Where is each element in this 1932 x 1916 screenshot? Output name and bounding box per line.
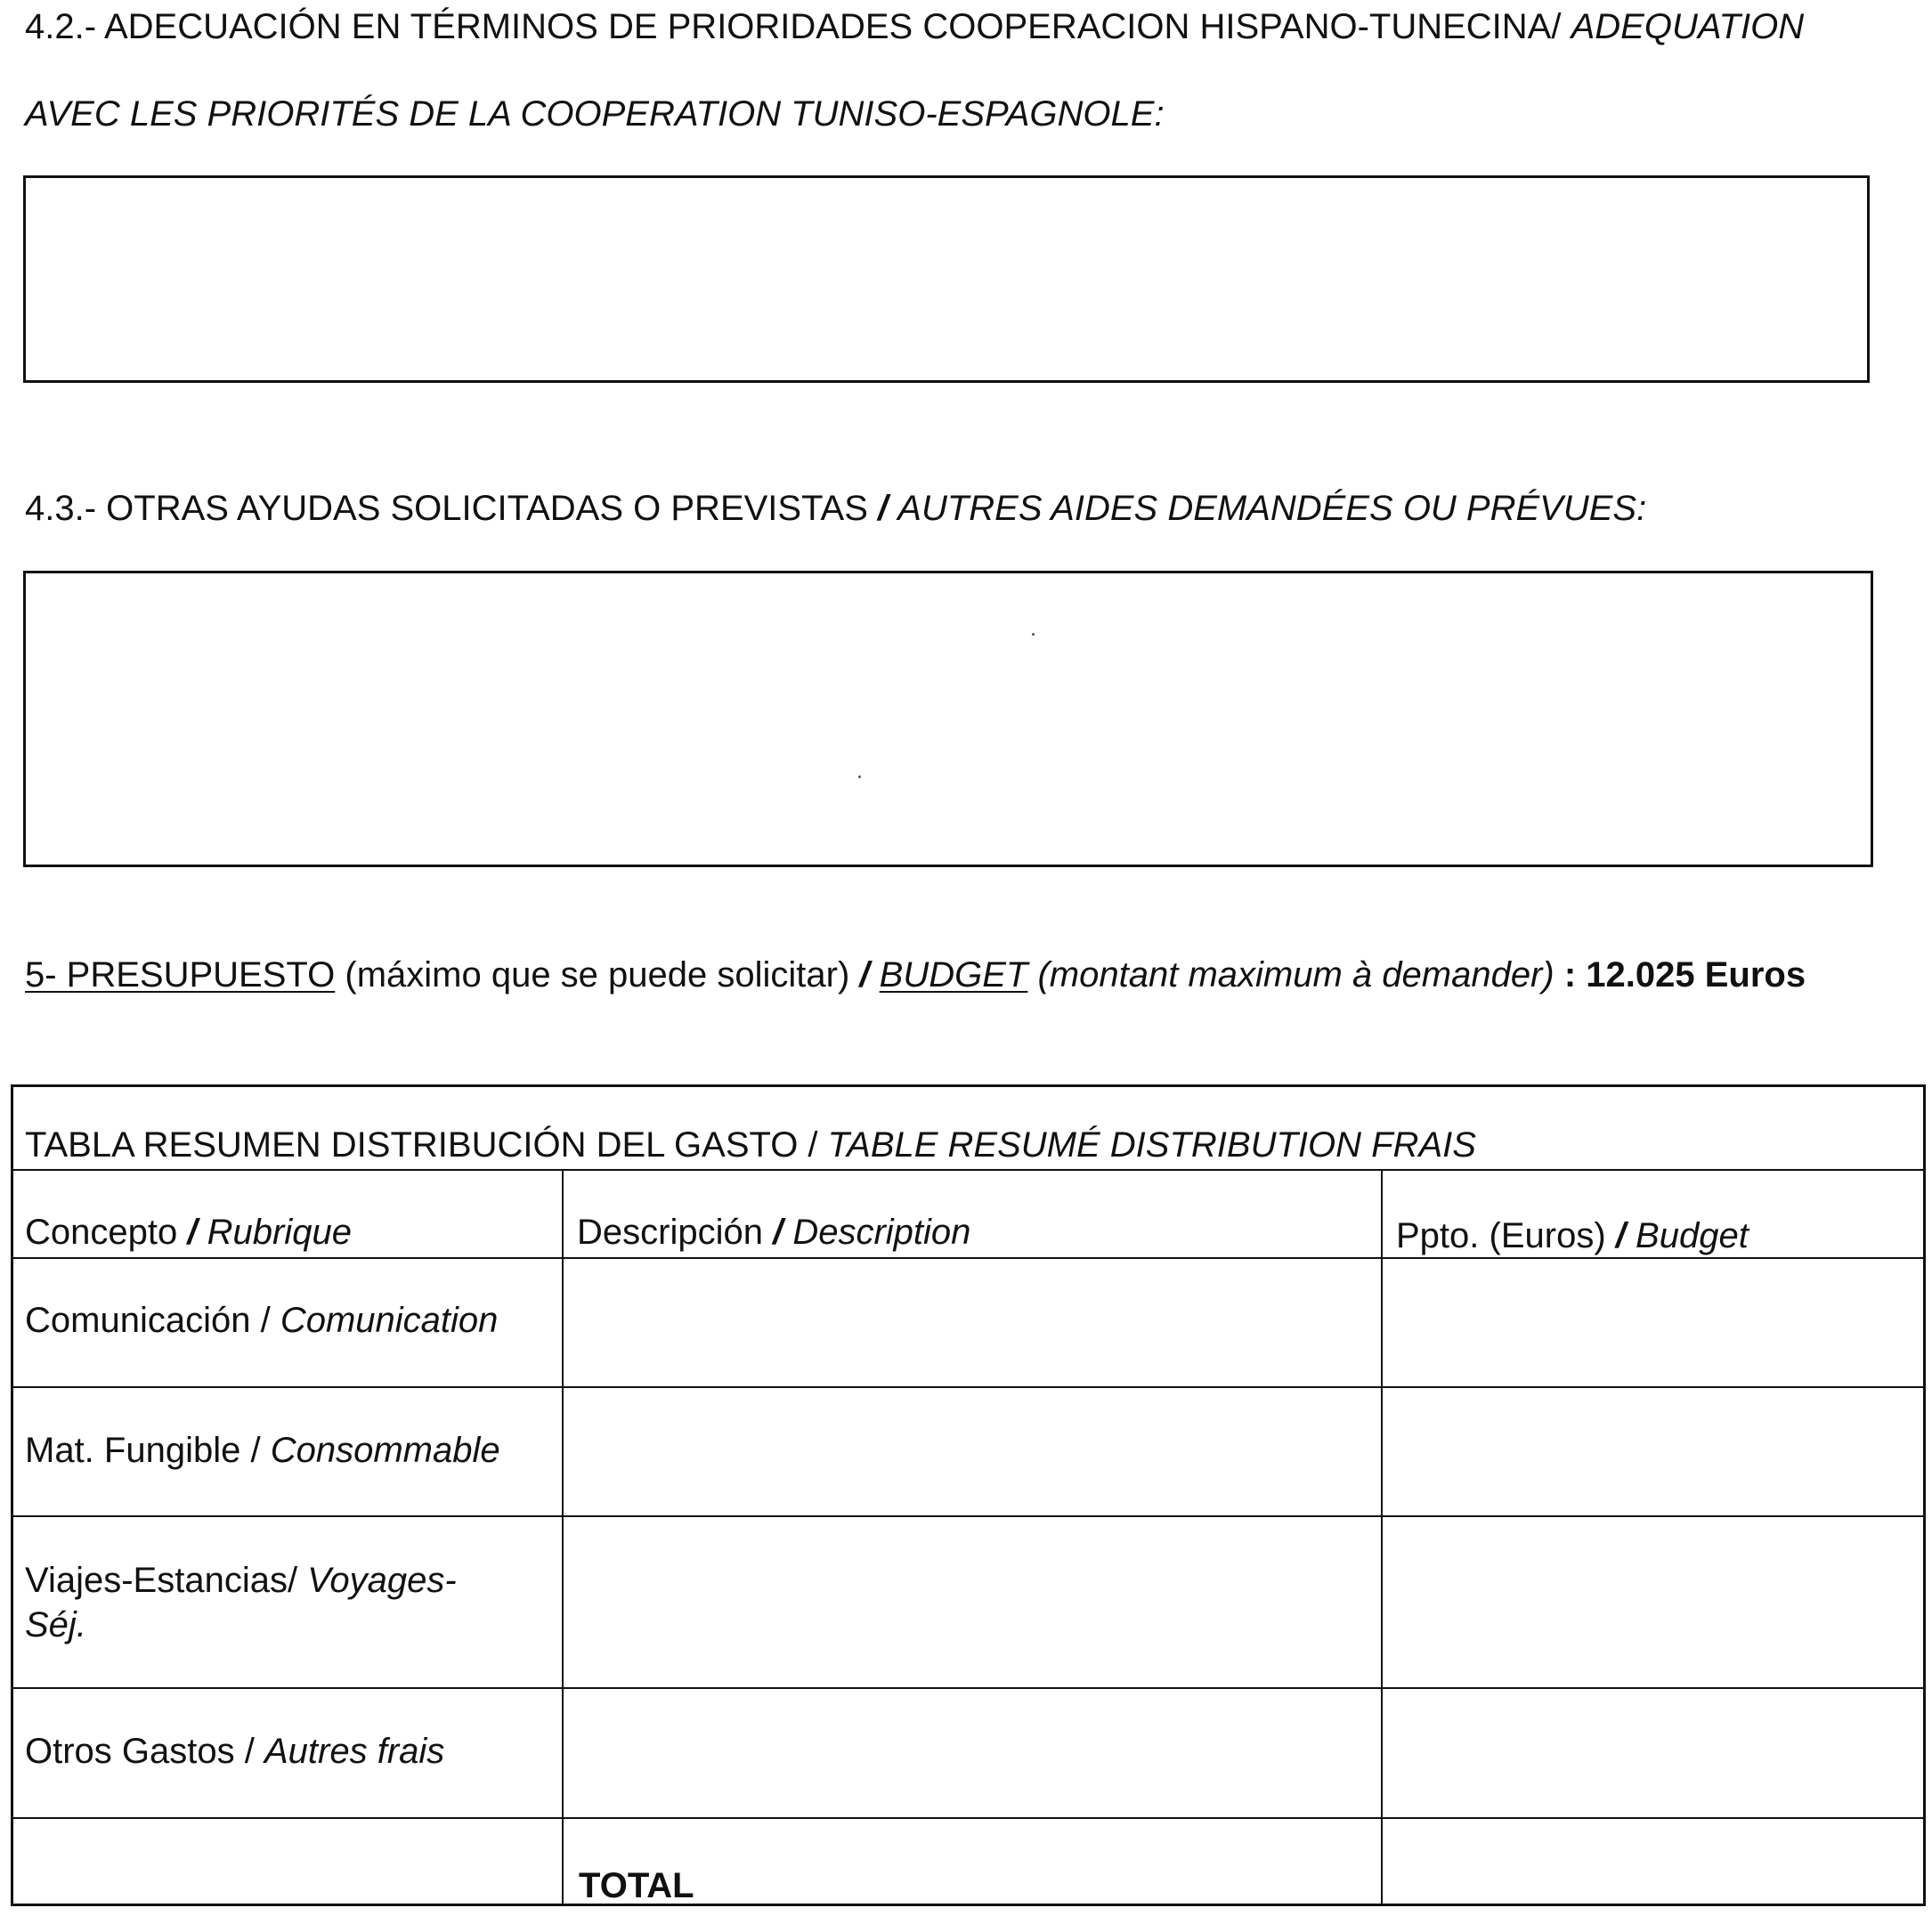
budget-title: 5- PRESUPUESTO <box>25 955 336 995</box>
budget-note-fr: (montant maximum à demander) <box>1037 955 1555 995</box>
scan-speck <box>858 775 861 778</box>
header-separator: / <box>187 1213 198 1252</box>
section-4-3-label-fr: AUTRES AIDES DEMANDÉES OU PRÉVUES: <box>897 489 1647 528</box>
section-4-3-label: 4.3.- OTRAS AYUDAS SOLICITADAS O PREVISTAS <box>25 489 868 528</box>
table-caption <box>25 1124 1476 1166</box>
header-presupuesto-es: Ppto. (Euros) <box>1396 1216 1606 1255</box>
cell-budget-comunicacion[interactable] <box>1384 1260 1922 1385</box>
section-4-3-heading <box>25 487 1646 530</box>
table-caption-fr: TABLE RESUMÉ DISTRIBUTION FRAIS <box>827 1125 1476 1165</box>
header-separator: / <box>1615 1216 1626 1255</box>
cell-budget-viajes[interactable] <box>1384 1518 1922 1686</box>
row-label-otros <box>25 1730 444 1773</box>
table-rule <box>11 1515 1926 1517</box>
row-label-viajes <box>25 1559 457 1602</box>
scan-speck <box>1032 633 1035 636</box>
section-5-heading <box>25 954 1806 996</box>
cell-descripcion-otros[interactable] <box>564 1690 1380 1816</box>
budget-separator: / <box>859 955 870 995</box>
header-concepto-es: Concepto <box>25 1213 178 1252</box>
section-4-2-heading <box>25 5 1804 48</box>
cell-descripcion-fungible[interactable] <box>564 1389 1380 1514</box>
cell-descripcion-viajes[interactable] <box>564 1518 1380 1686</box>
table-rule <box>11 1687 1926 1689</box>
row-label-es: Mat. Fungible / <box>25 1431 261 1470</box>
section-4-2-answer-box[interactable] <box>23 175 1870 383</box>
budget-amount: : 12.025 Euros <box>1563 955 1806 995</box>
section-4-3-separator: / <box>878 489 889 528</box>
header-presupuesto-fr: Budget <box>1636 1216 1749 1255</box>
budget-title-fr: BUDGET <box>879 955 1028 995</box>
table-rule <box>11 1257 1926 1259</box>
header-separator: / <box>773 1213 783 1252</box>
table-rule <box>11 1817 1926 1819</box>
row-label-es: Comunicación / <box>25 1301 271 1340</box>
header-descripcion <box>577 1211 970 1254</box>
row-label-fungible <box>25 1429 500 1472</box>
row-label-viajes-cont: Séj. <box>25 1605 86 1644</box>
row-label-fr: Comunication <box>280 1301 499 1340</box>
header-presupuesto <box>1396 1214 1749 1257</box>
total-label: TOTAL <box>579 1866 694 1905</box>
table-rule <box>11 1169 1926 1171</box>
row-label-comunicacion <box>25 1299 498 1342</box>
section-4-3-answer-box[interactable] <box>23 571 1873 867</box>
row-label-fr: Consommable <box>270 1431 500 1470</box>
header-descripcion-fr: Description <box>792 1213 971 1252</box>
budget-note: (máximo que se puede solicitar) <box>345 955 850 995</box>
table-column-rule <box>562 1169 564 1906</box>
table-caption-es: TABLA RESUMEN DISTRIBUCIÓN DEL GASTO / <box>25 1125 818 1165</box>
row-label-es: Viajes-Estancias/ <box>25 1561 298 1600</box>
cell-descripcion-comunicacion[interactable] <box>564 1260 1380 1385</box>
row-label-fr: Autres frais <box>264 1732 445 1771</box>
header-concepto-fr: Rubrique <box>207 1213 352 1252</box>
table-column-rule <box>1381 1169 1383 1906</box>
row-label-fr: Voyages- <box>307 1561 457 1600</box>
cell-budget-otros[interactable] <box>1384 1690 1922 1816</box>
section-4-2-label-fr-cont: AVEC LES PRIORITÉS DE LA COOPERATION TUNISO-ESPAGNOLE: <box>25 94 1165 134</box>
header-concepto <box>25 1211 352 1254</box>
row-label-es: Otros Gastos / <box>25 1732 255 1771</box>
section-4-2-label-fr: ADEQUATION <box>1571 7 1805 46</box>
section-4-2-label: 4.2.- ADECUACIÓN EN TÉRMINOS DE PRIORIDADES COOPERACION HISPANO-TUNECINA/ <box>25 7 1562 46</box>
table-rule <box>11 1386 1926 1388</box>
cell-budget-fungible[interactable] <box>1384 1389 1922 1514</box>
cell-budget-total[interactable] <box>1384 1820 1922 1904</box>
header-descripcion-es: Descripción <box>577 1213 763 1252</box>
